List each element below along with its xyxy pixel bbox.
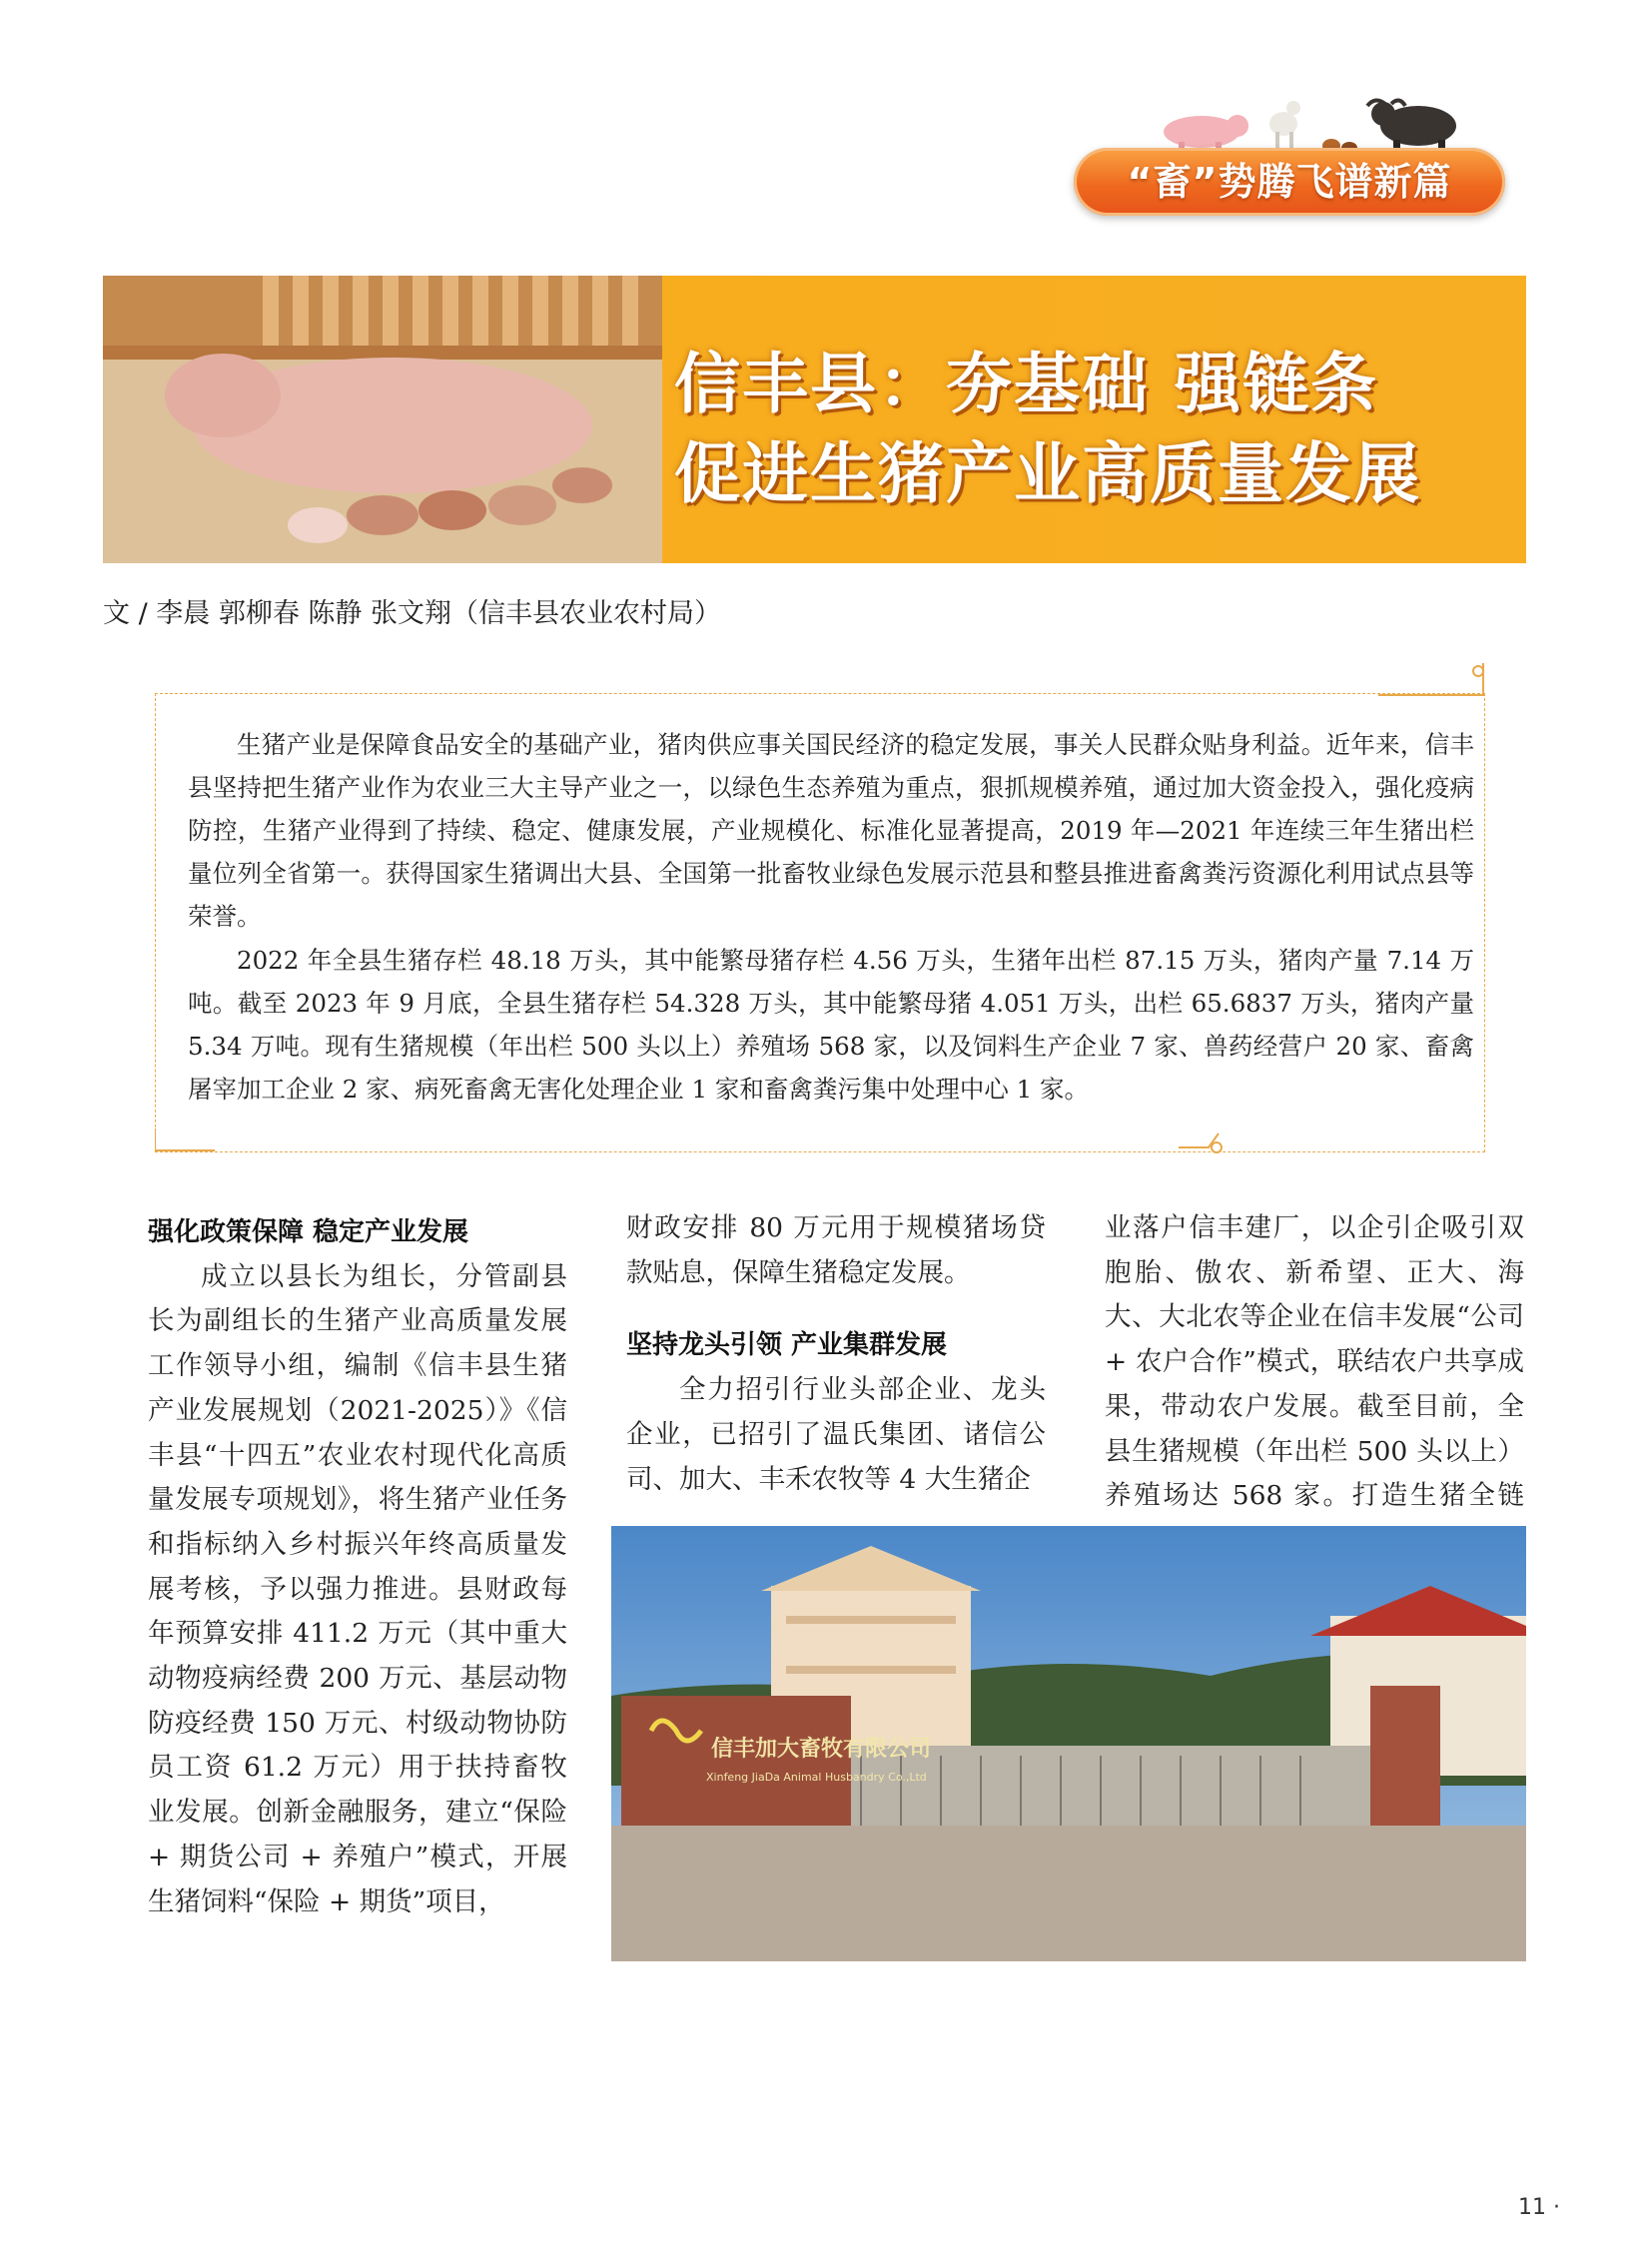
abstract-paragraph: 2022 年全县生猪存栏 48.18 万头，其中能繁母猪存栏 4.56 万头，生猪年出栏 87.15 万头，猪肉产量 7.14 万吨。截至 2023 年 9 月底，全县生猪存栏 54.328 万头，其中能繁母猪 4.051 万头，出栏 65.6837 万头，猪肉产量 5.34 万吨。现有生猪规模（年出栏 500 头以上）养殖场 568 家，以及饲料生产企业 7 家、兽药经营户 20 家、畜禽屠宰加工企业 2 家、病死畜禽无害化处理企业 1 家和畜禽粪污集中处理中心 1 家。: [188, 946, 1474, 1104]
section-heading: 坚持龙头引领 产业集群发展: [626, 1330, 948, 1361]
text-column-2: [626, 1206, 1046, 1502]
corner-ornament-icon: [1378, 657, 1498, 707]
corner-ornament-icon: [1179, 1123, 1298, 1169]
text-column-1: [148, 1210, 567, 1924]
company-sign-english: Xinfeng JiaDa Animal Husbandry Co.,Ltd: [706, 1771, 927, 1784]
company-building-illustration: [611, 1526, 1526, 1961]
article-title-line1: 信丰县：夯基础 强链条: [674, 346, 1378, 422]
section-badge-text: “畜”势腾飞谱新篇: [1127, 160, 1452, 204]
page-number: 11 ·: [1518, 2195, 1560, 2220]
section-badge: [1074, 148, 1505, 216]
abstract-paragraph: 生猪产业是保障食品安全的基础产业，猪肉供应事关国民经济的稳定发展，事关人民群众贴身利益。近年来，信丰县坚持把生猪产业作为农业三大主导产业之一，以绿色生态养殖为重点，狠抓规模养殖，通过加大资金投入，强化疫病防控，生猪产业得到了持续、稳定、健康发展，产业规模化、标准化显著提高，2019 年—2021 年连续三年生猪出栏量位列全省第一。获得国家生猪调出大县、全国第一批畜牧业绿色发展示范县和整县推进畜禽粪污资源化利用试点县等荣誉。: [188, 730, 1474, 931]
hero-banner: [103, 276, 1526, 563]
corner-ornament-icon: [155, 1128, 235, 1168]
byline: 文 / 李晨 郭柳春 陈静 张文翔（信丰县农业农村局）: [103, 598, 722, 629]
article-title-line2: 促进生猪产业高质量发展: [674, 435, 1421, 512]
body-paragraph: 全力招引行业头部企业、龙头企业，已招引了温氏集团、诸信公司、加大、丰禾农牧等 4 大生猪企: [626, 1374, 1046, 1495]
sow-and-piglets-photo: [103, 276, 662, 563]
company-gate-photo: [611, 1526, 1526, 1961]
body-paragraph: 财政安排 80 万元用于规模猪场贷款贴息，保障生猪稳定发展。: [626, 1212, 1046, 1288]
body-paragraph: 成立以县长为组长，分管副县长为副组长的生猪产业高质量发展工作领导小组，编制《信丰县生猪产业发展规划（2021-2025）》《信丰县“十四五”农业农村现代化高质量发展专项规划》，将生猪产业任务和指标纳入乡村振兴年终高质量发展考核，予以强力推进。县财政每年预算安排 411.2 万元（其中重大动物疫病经费 200 万元、基层动物防疫经费 150 万元、村级动物协防员工资 61.2 万元）用于扶持畜牧业发展。创新金融服务，建立“保险 + 期货公司 + 养殖户”模式，开展生猪饲料“保险 + 期货”项目，: [148, 1260, 567, 1917]
text-column-3: [1105, 1206, 1524, 1564]
body-paragraph: 业落户信丰建厂，以企引企吸引双胞胎、傲农、新希望、正大、海大、大北农等企业在信丰发展“公司 + 农户合作”模式，联结农户共享成果，带动农户发展。截至目前，全县生猪规模（年出栏 500 头以上）养殖场达 568 家。打造生猪全链: [1105, 1212, 1524, 1512]
section-heading: 强化政策保障 稳定产业发展: [148, 1217, 469, 1247]
company-sign: 信丰加大畜牧有限公司: [711, 1736, 932, 1762]
